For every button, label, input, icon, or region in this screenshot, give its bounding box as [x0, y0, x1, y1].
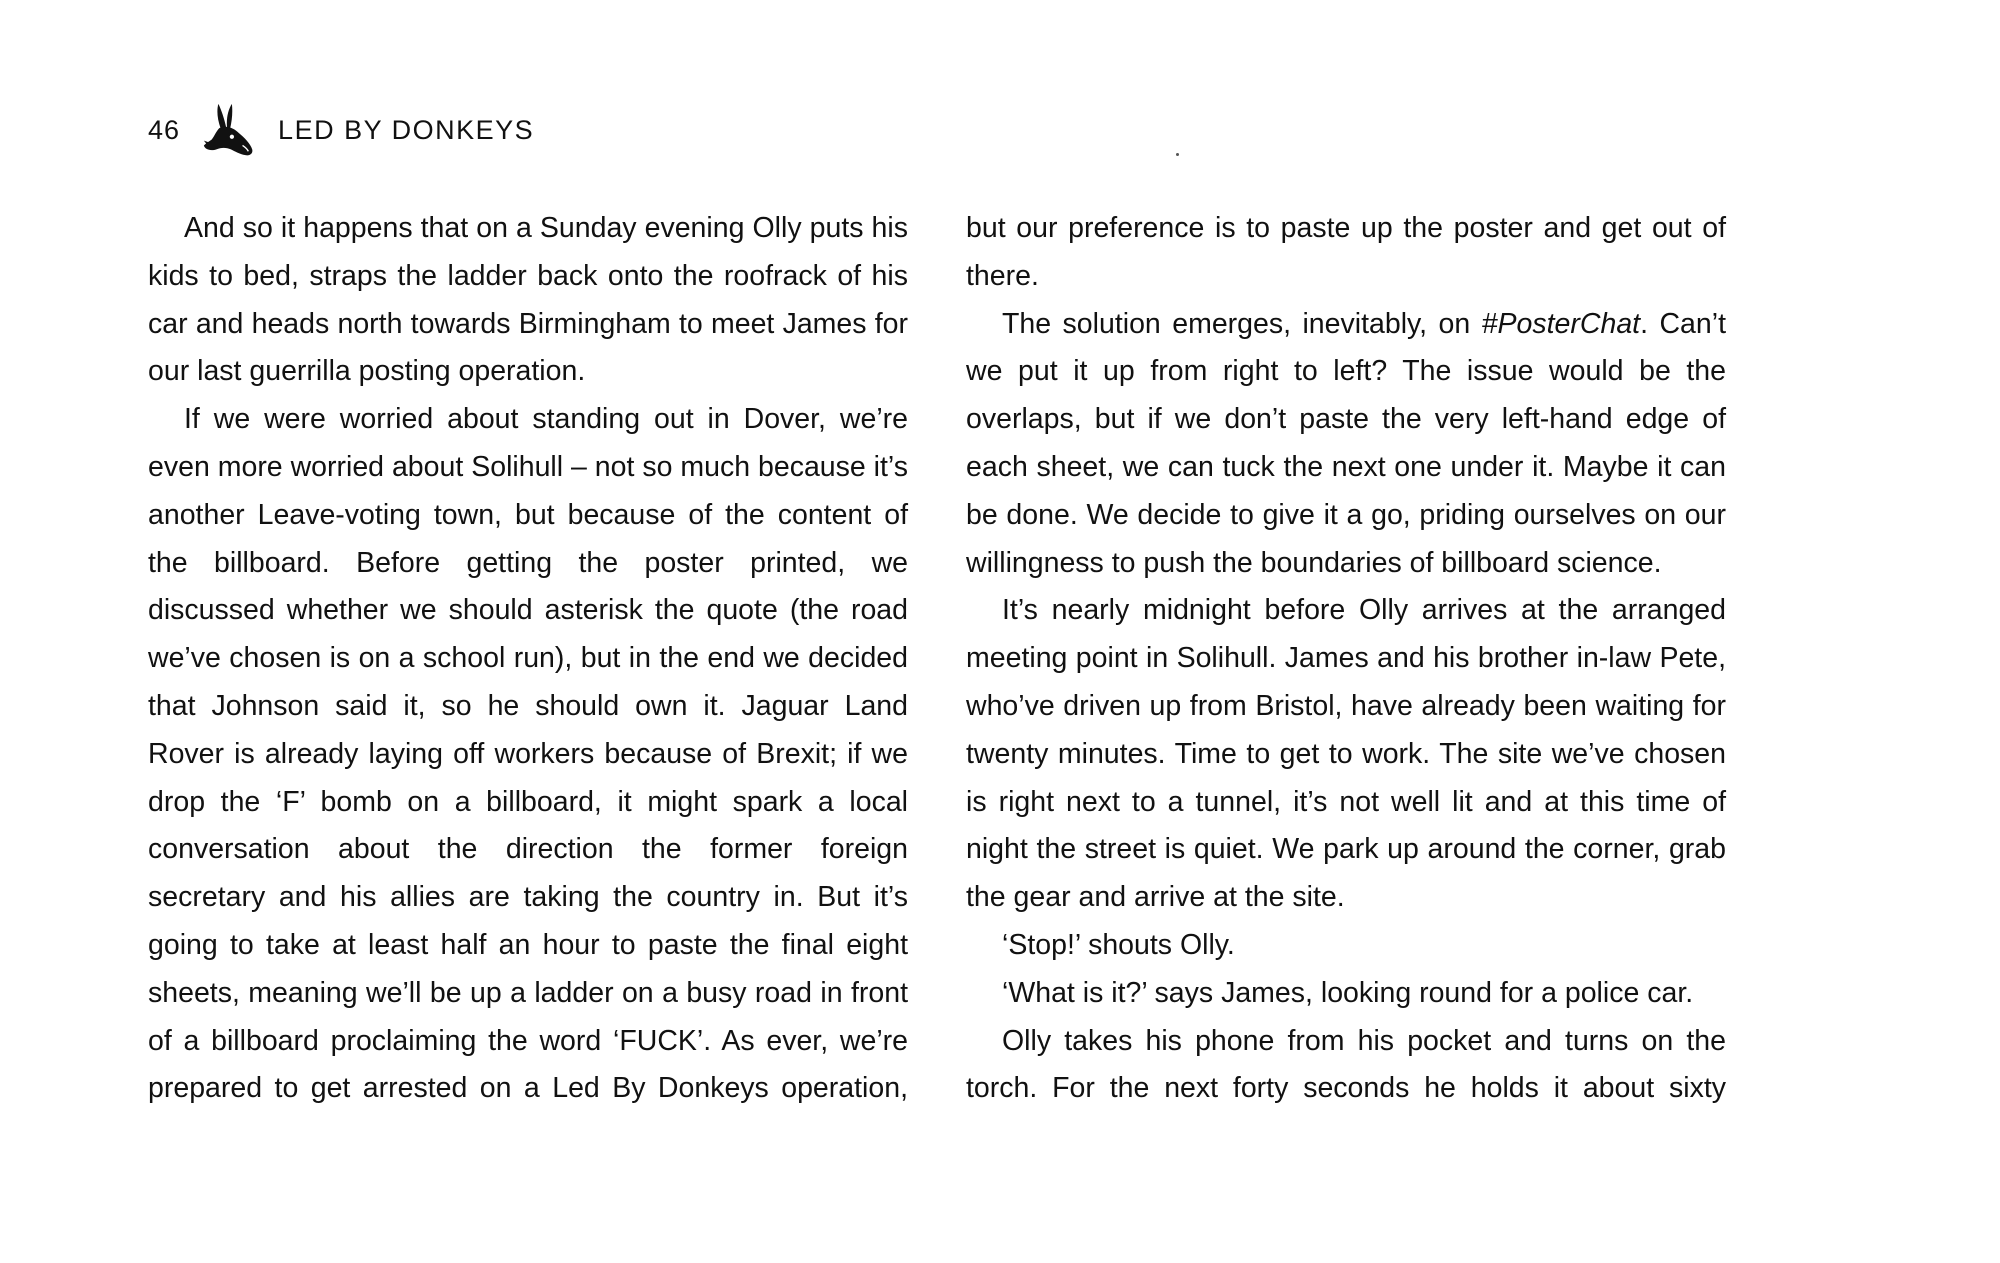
paragraph-torch: Olly takes his phone from his pocket and turns on the torch. For the next forty seconds he holds it about sixty	[966, 1024, 1726, 1105]
print-speck	[1176, 153, 1179, 156]
paragraph-midnight: It’s nearly midnight before Olly arrives at the arranged meeting point in Solihull. James and his brother in-law Pete, who’ve driven up from Bristol, have already been waiting for twenty minutes. Time to get to work. The site we’ve chosen is right next to a tunnel, it’s not well lit and at this time of night the street is quiet. We park up around the corner, grab the gear and arrive at the site.	[966, 594, 1726, 914]
running-head	[148, 100, 534, 160]
left-column	[148, 205, 908, 1113]
page-number: 46	[148, 114, 181, 145]
paragraph-sunday-evening: And so it happens that on a Sunday evening Olly puts his kids to bed, straps the ladder back onto the roofrack of his car and heads north towards Birmingham to meet James for our last guerrilla posting operation.	[148, 212, 908, 388]
dialogue-what: ‘What is it?’ says James, looking round for a police car.	[1002, 976, 1694, 1009]
right-column	[966, 205, 1726, 1113]
running-title: LED BY DONKEYS	[278, 114, 535, 145]
solution-text-end: . Can’t we put it up from right to left? The issue would be the overlaps, but if we don’t paste the very left-hand edge of each sheet, we can tuck the next one under it. Maybe it can be done. We decide to give it a go, priding ourselves on our willingness to push the boundaries of billboard science.	[966, 307, 1726, 579]
hashtag-posterchat: #PosterChat	[1481, 307, 1641, 340]
donkey-head-icon	[200, 101, 258, 159]
paragraph-solihull: If we were worried about standing out in Dover, we’re even more worried about Solihull – not so much because it’s another Leave-voting town, but because of the content of the billboard. Before getting the poster printed, we discussed whether we should asterisk the quote (the road we’ve chosen is on a school run), but in the end we decided that Johnson said it, so he should own it. Jaguar Land Rover is already laying off workers because of Brexit; if we drop the ‘F’ bomb on a billboard, it might spark a local conversation about the direction the former foreign secretary and his allies are taking the country in. But it’s going to take at least half an hour to paste the final eight sheets, meaning we’ll be up a ladder on a busy road in front of a billboard proclaiming the word ‘FUCK’. As ever, we’re prepared to get arrested on a Led By Donkeys operation,	[148, 403, 908, 1105]
paragraph-continuation: but our preference is to paste up the poster and get out of there.	[966, 212, 1726, 292]
paragraph-solution	[966, 301, 1726, 588]
solution-text-start: The solution emerges, inevitably, on	[1002, 307, 1482, 340]
dialogue-stop: ‘Stop!’ shouts Olly.	[1002, 928, 1235, 961]
